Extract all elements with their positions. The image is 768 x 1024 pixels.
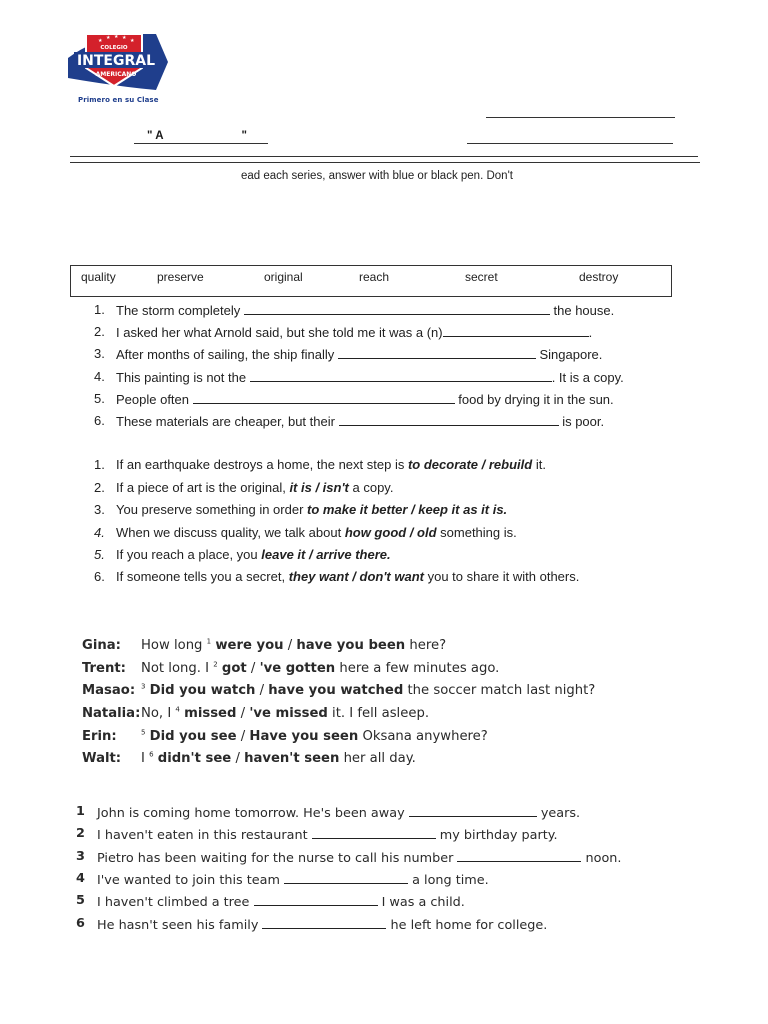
list-item	[94, 569, 694, 585]
item-text: the house.	[553, 303, 615, 318]
item-text: After months of sailing, the ship finally	[116, 347, 335, 362]
option-a[interactable]: missed	[184, 706, 237, 721]
header-blank-line	[134, 143, 268, 144]
answer-blank[interactable]	[338, 346, 536, 359]
option-b[interactable]: have you been	[296, 638, 406, 653]
item-text: If you reach a place, you	[116, 547, 258, 562]
item-text: a copy.	[352, 480, 394, 495]
item-text: This painting is not the	[116, 370, 247, 385]
answer-choice[interactable]: to decorate / rebuild	[407, 457, 533, 472]
list-item	[76, 871, 676, 889]
dialogue-line	[82, 638, 682, 656]
dialogue-text: the soccer match last night?	[407, 683, 596, 698]
list-item	[76, 849, 676, 867]
answer-choice[interactable]: leave it / arrive there.	[261, 547, 391, 562]
word-bank-item: reach	[359, 270, 390, 284]
svg-text:★: ★	[130, 38, 135, 44]
word-bank-item: preserve	[157, 270, 204, 284]
item-text: years.	[540, 806, 581, 821]
item-text: These materials are cheaper, but their	[116, 414, 335, 429]
list-item	[94, 480, 694, 496]
option-b[interactable]: haven't seen	[244, 751, 340, 766]
item-number: 5	[76, 893, 85, 908]
item-number: 3.	[94, 502, 105, 517]
item-number: 4.	[94, 369, 105, 384]
item-text: I've wanted to join this team	[97, 873, 280, 888]
answer-blank[interactable]	[339, 413, 559, 426]
logo-main-text: INTEGRAL	[76, 53, 156, 69]
answer-choice[interactable]: it is / isn't	[289, 480, 349, 495]
item-text: I was a child.	[381, 895, 465, 910]
list-item	[94, 346, 694, 362]
speaker-name: Trent:	[82, 661, 126, 676]
item-text: John is coming home tomorrow. He's been away	[97, 806, 405, 821]
option-a[interactable]: got	[221, 661, 247, 676]
logo-bottom-text: AMERICANO	[95, 71, 137, 78]
item-number: 3	[76, 849, 85, 864]
header-divider	[70, 156, 698, 157]
item-number: 5.	[94, 391, 105, 406]
header-quote-label	[147, 130, 247, 142]
svg-text:★: ★	[122, 35, 127, 41]
option-separator: /	[250, 661, 256, 676]
item-text: noon.	[585, 851, 622, 866]
gap-number: 5	[141, 728, 146, 737]
speaker-name: Gina:	[82, 638, 121, 653]
answer-choice[interactable]: how good / old	[344, 525, 437, 540]
option-separator: /	[259, 683, 265, 698]
item-text: If someone tells you a secret,	[116, 569, 286, 584]
answer-blank[interactable]	[284, 871, 408, 884]
speaker-name: Natalia:	[82, 706, 141, 721]
dialogue-text: Not long. I	[141, 661, 210, 676]
dialogue-text: here?	[409, 638, 447, 653]
item-number: 6.	[94, 413, 105, 428]
item-text: Singapore.	[539, 347, 603, 362]
item-text: something is.	[440, 525, 517, 540]
option-separator: /	[240, 706, 246, 721]
dialogue-text: here a few minutes ago.	[339, 661, 500, 676]
item-number: 6	[76, 916, 85, 931]
speaker-name: Erin:	[82, 729, 117, 744]
item-text: I haven't eaten in this restaurant	[97, 828, 308, 843]
option-a[interactable]: didn't see	[157, 751, 232, 766]
speaker-name: Masao:	[82, 683, 136, 698]
item-number: 1.	[94, 457, 105, 472]
list-item	[76, 916, 676, 934]
item-text: is poor.	[562, 414, 605, 429]
list-item	[94, 302, 694, 318]
header-blank-line	[486, 117, 675, 118]
answer-blank[interactable]	[409, 804, 537, 817]
logo-top-text: COLEGIO	[100, 45, 128, 51]
dialogue-text: I	[141, 751, 145, 766]
list-item	[76, 893, 676, 911]
item-text: The storm completely	[116, 303, 241, 318]
item-text: If a piece of art is the original,	[116, 480, 286, 495]
gap-number: 3	[141, 682, 146, 691]
word-bank-item: destroy	[579, 270, 619, 284]
list-item	[94, 391, 694, 407]
dialogue-text: it. I fell asleep.	[332, 706, 430, 721]
dialogue-text: No, I	[141, 706, 172, 721]
item-number: 4.	[94, 525, 105, 540]
item-text: my birthday party.	[439, 828, 558, 843]
item-number: 2	[76, 826, 85, 841]
quote-right: "	[241, 130, 247, 142]
list-item	[94, 547, 694, 563]
word-bank-item: original	[264, 270, 303, 284]
list-item	[94, 324, 694, 340]
item-text: you to share it with others.	[427, 569, 580, 584]
option-b[interactable]: 've gotten	[259, 661, 336, 676]
answer-blank[interactable]	[244, 302, 550, 315]
item-text: You preserve something in order	[116, 502, 304, 517]
option-a[interactable]: were you	[215, 638, 284, 653]
item-text: Pietro has been waiting for the nurse to call his number	[97, 851, 454, 866]
answer-blank[interactable]	[250, 369, 552, 382]
dialogue-line	[82, 683, 682, 701]
dialogue-text: Oksana anywhere?	[362, 729, 488, 744]
instructions: ead each series, answer with blue or black pen. Don't	[241, 170, 513, 182]
dialogue-line	[82, 751, 682, 769]
item-number: 4	[76, 871, 85, 886]
option-b[interactable]: Have you seen	[249, 729, 359, 744]
gap-number: 4	[175, 705, 180, 714]
dialogue-line	[82, 661, 682, 679]
item-text: he left home for college.	[390, 918, 548, 933]
item-text: .	[588, 325, 593, 340]
word-bank-item: quality	[81, 270, 116, 284]
dialogue-text: How long	[141, 638, 203, 653]
list-item	[94, 457, 694, 473]
answer-blank[interactable]	[254, 893, 378, 906]
item-number: 2.	[94, 324, 105, 339]
item-number: 2.	[94, 480, 105, 495]
header-blank-line	[467, 143, 673, 144]
item-text: a long time.	[412, 873, 489, 888]
answer-choice[interactable]: they want / don't want	[288, 569, 424, 584]
list-item	[76, 826, 676, 844]
dialogue-text: her all day.	[343, 751, 416, 766]
answer-blank[interactable]	[262, 916, 386, 929]
answer-blank[interactable]	[443, 324, 589, 337]
list-item	[94, 502, 694, 518]
option-b[interactable]: have you watched	[268, 683, 404, 698]
item-text: When we discuss quality, we talk about	[116, 525, 342, 540]
option-separator: /	[240, 729, 246, 744]
list-item	[94, 525, 694, 541]
item-number: 1.	[94, 302, 105, 317]
option-separator: /	[235, 751, 240, 766]
dialogue-line	[82, 729, 682, 747]
svg-text:★: ★	[106, 35, 111, 41]
word-bank-item: secret	[465, 270, 498, 284]
list-item	[76, 804, 676, 822]
logo-tagline: Primero en su Clase	[78, 96, 159, 104]
item-number: 5.	[94, 547, 105, 562]
dialogue-line	[82, 706, 682, 724]
list-item	[94, 413, 694, 429]
option-separator: /	[287, 638, 293, 653]
svg-text:★: ★	[114, 34, 119, 40]
list-item	[94, 369, 694, 385]
gap-number: 6	[149, 750, 154, 759]
option-a[interactable]: Did you watch	[149, 683, 256, 698]
item-text: . It is a copy.	[551, 370, 624, 385]
item-text: it.	[535, 457, 546, 472]
option-a[interactable]: Did you see	[149, 729, 237, 744]
gap-number: 2	[213, 660, 218, 669]
answer-blank[interactable]	[193, 391, 455, 404]
svg-text:★: ★	[98, 38, 103, 44]
item-number: 1	[76, 804, 85, 819]
item-text: I asked her what Arnold said, but she told me it was a (n)	[116, 325, 443, 340]
option-b[interactable]: 've missed	[249, 706, 328, 721]
item-number: 3.	[94, 346, 105, 361]
quote-left: " A	[147, 130, 164, 142]
item-text: I haven't climbed a tree	[97, 895, 250, 910]
word-bank	[70, 265, 672, 297]
answer-blank[interactable]	[312, 826, 436, 839]
item-text: He hasn't seen his family	[97, 918, 259, 933]
speaker-name: Walt:	[82, 751, 122, 766]
header-divider	[70, 162, 700, 163]
item-text: food by drying it in the sun.	[458, 392, 614, 407]
item-text: If an earthquake destroys a home, the next step is	[116, 457, 405, 472]
answer-choice[interactable]: to make it better / keep it as it is.	[307, 502, 508, 517]
answer-blank[interactable]	[457, 849, 581, 862]
gap-number: 1	[206, 637, 212, 646]
item-number: 6.	[94, 569, 105, 584]
item-text: People often	[116, 392, 190, 407]
